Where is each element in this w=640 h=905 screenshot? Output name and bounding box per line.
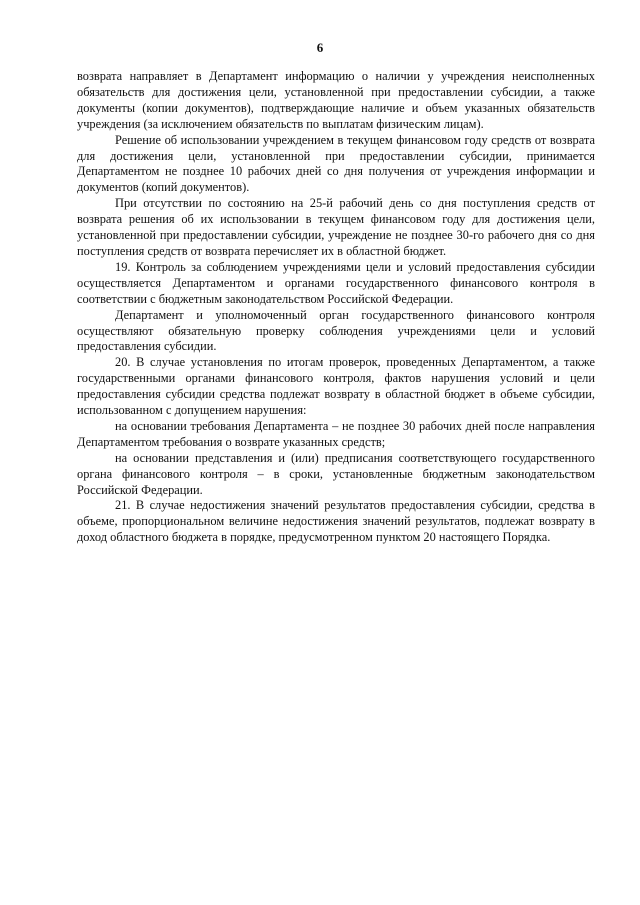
page-number: 6 xyxy=(316,40,324,55)
paragraph-absence-of-decision: При отсутствии по состоянию на 25-й рабочий день со дня поступления средств от возврата решения об их использовании в текущем финансовом году для достижения цели, установленной при предоставлении субсидии, учреждение не позднее 30-го рабочего дня со дня поступления средств от возврата перечисляет их в областной бюджет. xyxy=(77,196,595,258)
paragraph-19-control: 19. Контроль за соблюдением учреждениями цели и условий предоставления субсидии осуществляется Департаментом и органами государственного финансового контроля в соответствии с бюджетным законодательством Российской Федерации. xyxy=(77,259,595,306)
paragraph-20-violations: 20. В случае установления по итогам проверок, проведенных Департаментом, а также государственными органами финансового контроля, фактов нарушения условий и цели предоставления субсидии средства подлежат возврату в областной бюджет в объеме субсидии, использованном с допущением нарушения: xyxy=(77,355,595,418)
paragraph-decision: Решение об использовании учреждением в текущем финансовом году средств от возврата для достижения цели, установленной при предоставлении субсидии, принимается Департаментом не позднее 10 рабочих дней со дня получения от учреждения информации и документов (копий документов). xyxy=(77,132,595,195)
paragraph-21-non-achievement: 21. В случае недостижения значений результатов предоставления субсидии, средства в объеме, пропорциональном величине недостижения значений результатов, подлежат возврату в доход областного бюджета в порядке, предусмотренном пунктом 20 настоящего Порядка. xyxy=(77,498,595,545)
paragraph-mandatory-check: Департамент и уполномоченный орган государственного финансового контроля осуществляют обязательную проверку соблюдения учреждениями цели и условий предоставления субсидии. xyxy=(77,307,595,354)
paragraph-department-requirement: на основании требования Департамента – не позднее 30 рабочих дней после направления Департаментом требования о возврате указанных средств; xyxy=(77,418,595,449)
document-body xyxy=(77,69,595,546)
paragraph-control-order: на основании представления и (или) предписания соответствующего государственного органа финансового контроля – в сроки, установленные бюджетным законодательством Российской Федерации. xyxy=(77,450,595,497)
paragraph-continuation: возврата направляет в Департамент информацию о наличии у учреждения неисполненных обязательств для достижения цели, установленной при предоставлении субсидии, а также документы (копии документов), подтверждающие наличие и объем указанных обязательств учреждения (за исключением обязательств по выплатам физическим лицам). xyxy=(77,69,595,131)
